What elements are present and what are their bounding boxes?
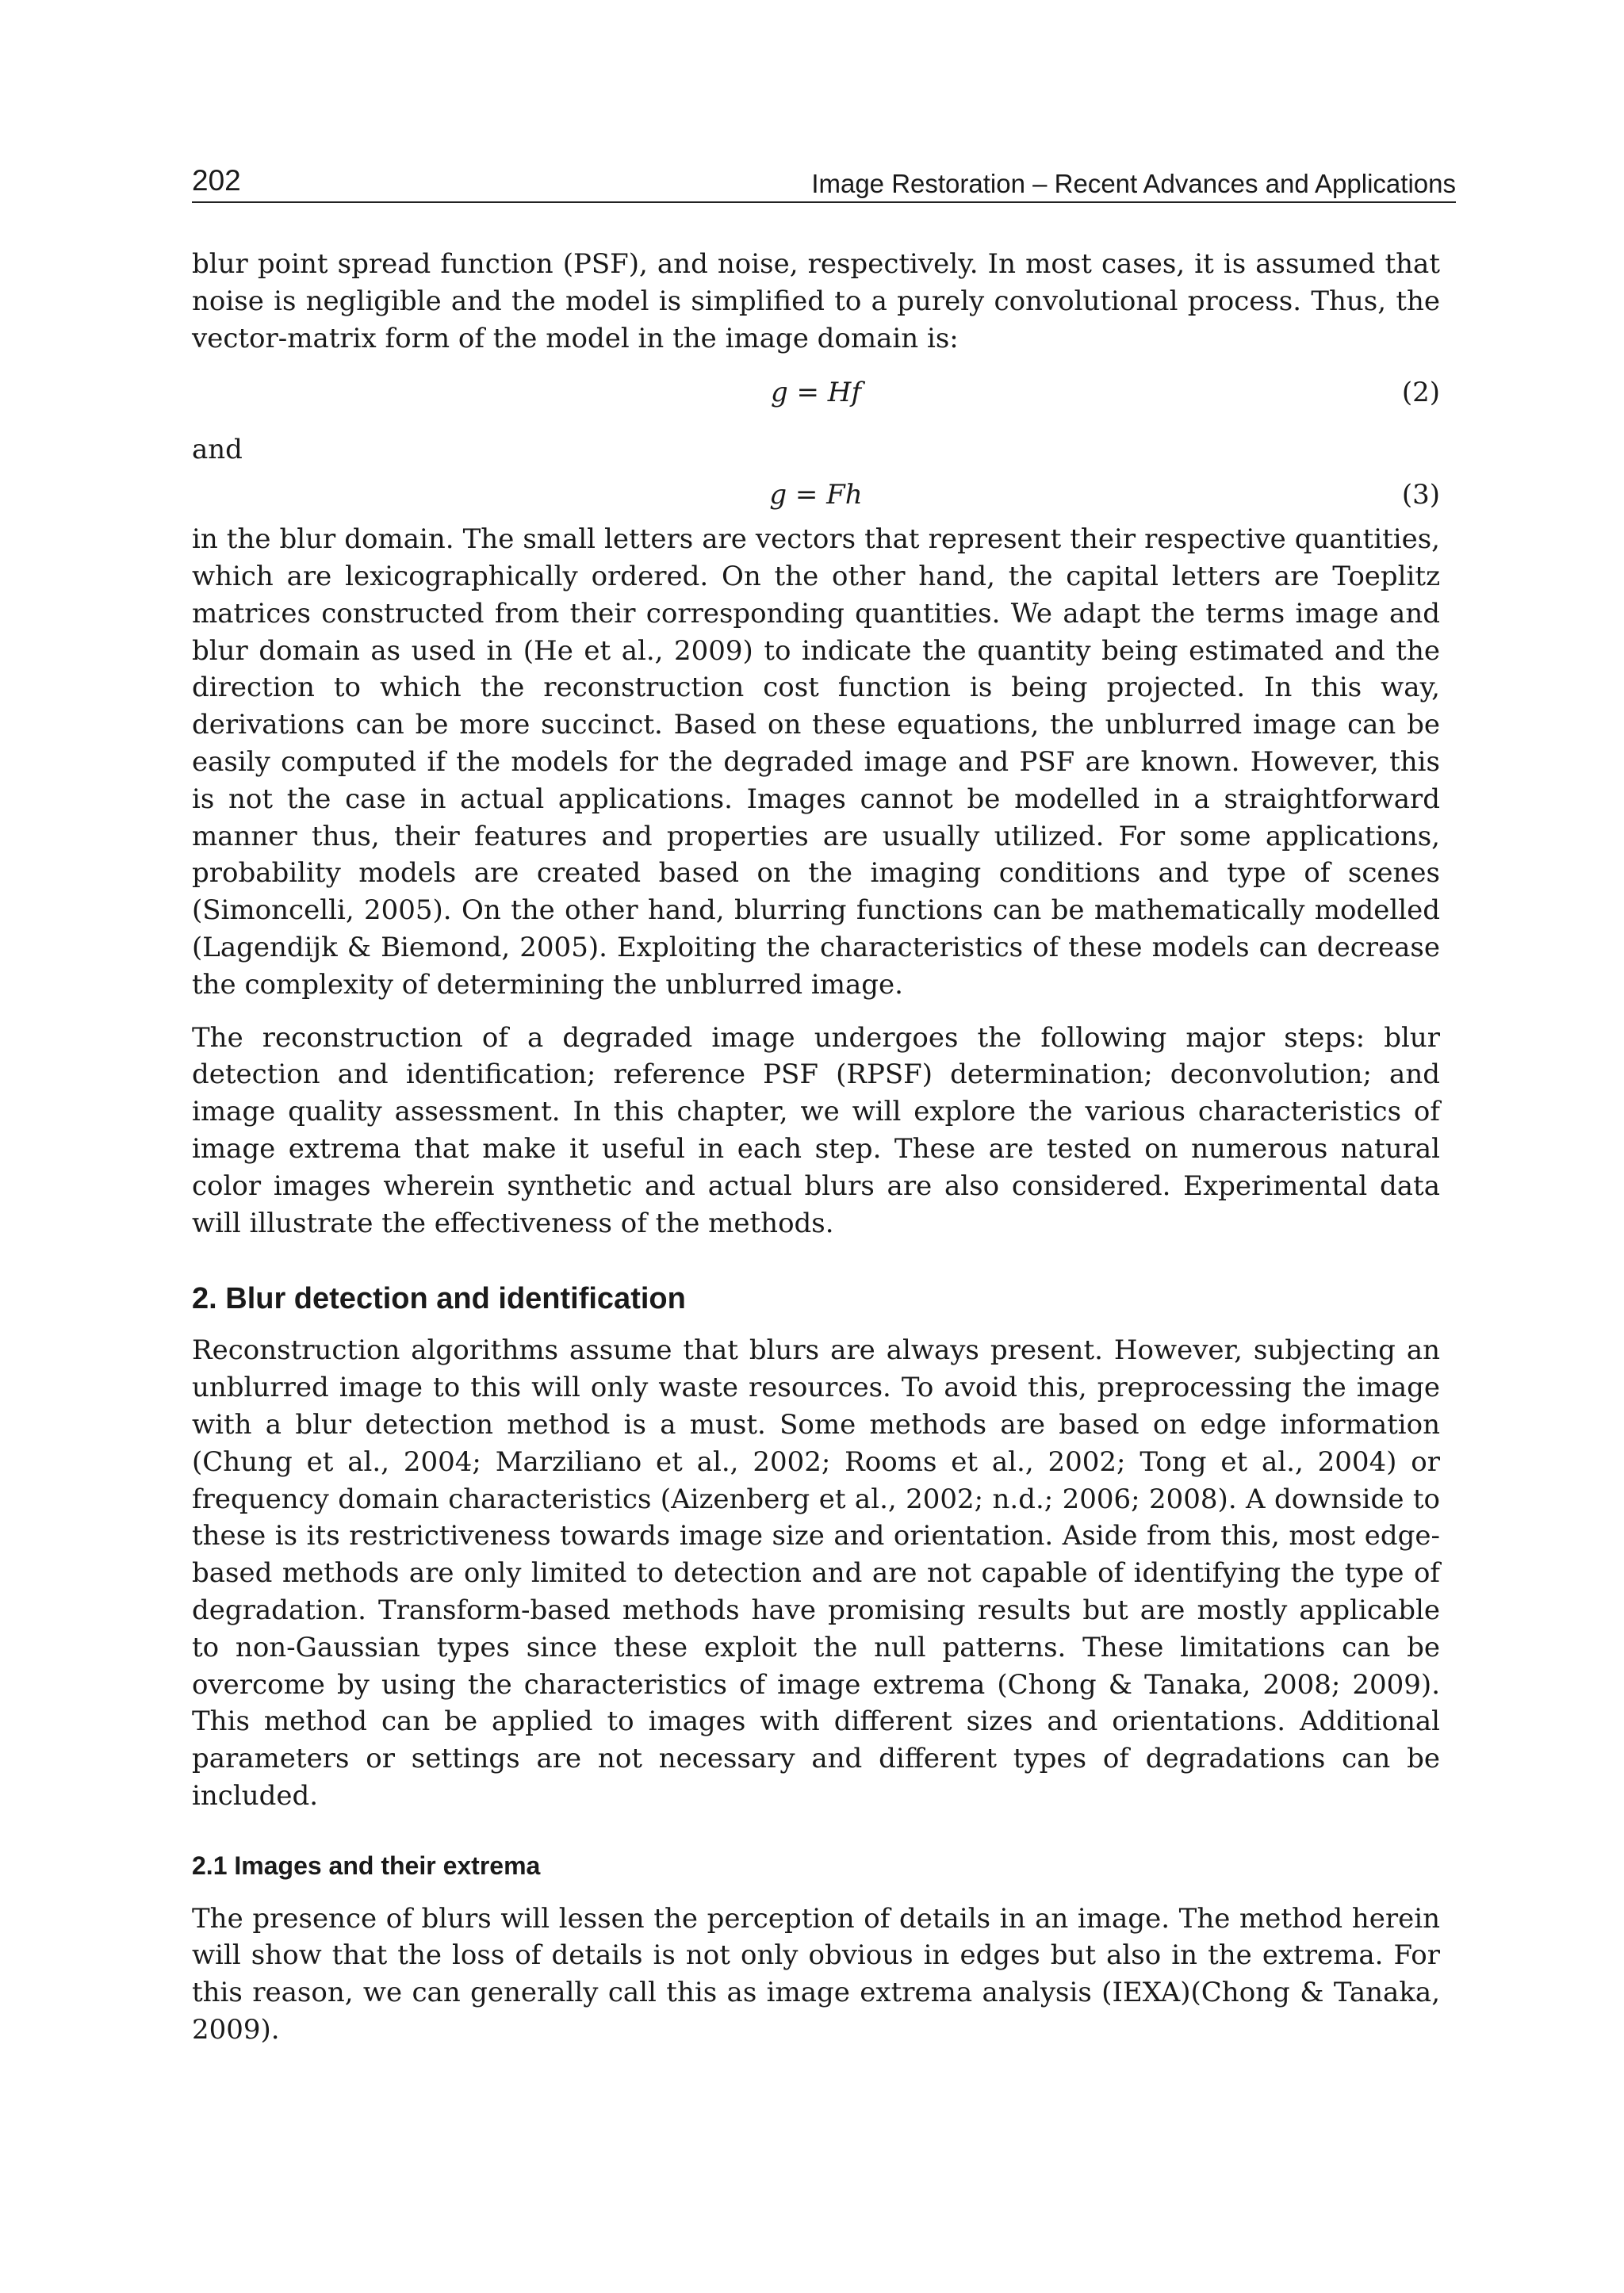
and-connector: and — [192, 434, 243, 466]
equation-2 — [192, 357, 1440, 430]
intro-paragraph: blur point spread function (PSF), and noise, respectively. In most cases, it is assumed that noise is negligible and the model is simplified to a purely convolutional process. Thus, the vector-matrix form of the model in the image domain is: — [192, 248, 1440, 354]
main-text — [192, 246, 1440, 2049]
section-2-heading: 2. Blur detection and identification — [192, 1282, 686, 1316]
blur-domain-paragraph: in the blur domain. The small letters are vectors that represent their respective quantities, which are lexicographically ordered. On the other hand, the capital letters are Toeplitz matrices constructed from their corresponding quantities. We adapt the terms image and blur domain as used in (He et al., 2009) to indicate the quantity being estimated and the direction to which the reconstruction cost function is being projected. In this way, derivations can be more succinct. Based on these equations, the unblurred image can be easily computed if the models for the degraded image and PSF are known. However, this is not the case in actual applications. Images cannot be modelled in a straightforward manner thus, their features and properties are usually utilized. For some applications, probability models are created based on the imaging conditions and type of scenes (Simoncelli, 2005). On the other hand, blurring functions can be mathematically modelled (Lagendijk & Biemond, 2005). Exploiting the characteristics of these models can decrease the complexity of determining the unblurred image. — [192, 523, 1440, 1001]
equation-2-number: (2) — [1401, 377, 1440, 409]
equation-3 — [192, 469, 1440, 521]
equation-3-number: (3) — [1401, 479, 1440, 511]
equation-2-expression: g = Hf — [770, 377, 862, 409]
page-header — [192, 162, 1456, 203]
page-number: 202 — [192, 164, 241, 197]
running-title: Image Restoration – Recent Advances and Applications — [811, 169, 1456, 198]
section-2-1-heading: 2.1 Images and their extrema — [192, 1851, 541, 1880]
reconstruction-paragraph: The reconstruction of a degraded image undergoes the following major steps: blur detection and identification; reference PSF (RPSF) determination; deconvolution; and image quality assessment. In this chapter, we will explore the various characteristics of image extrema that make it useful in each step. These are tested on numerous natural color images wherein synthetic and actual blurs are also considered. Experimental data will illustrate the effectiveness of the methods. — [192, 1021, 1440, 1239]
section-2-1-paragraph: The presence of blurs will lessen the perception of details in an image. The method herein will show that the loss of details is not only obvious in edges but also in the extrema. For this reason, we can generally call this as image extrema analysis (IEXA)(Chong & Tanaka, 2009). — [192, 1902, 1440, 2046]
equation-3-expression: g = Fh — [769, 479, 863, 511]
section-2-paragraph: Reconstruction algorithms assume that blurs are always present. However, subjecting an unblurred image to this will only waste resources. To avoid this, preprocessing the image with a blur detection method is a must. Some methods are based on edge information (Chung et al., 2004; Marziliano et al., 2002; Rooms et al., 2002; Tong et al., 2004) or frequency domain characteristics (Aizenberg et al., 2002; n.d.; 2006; 2008). A downside to these is its restrictiveness towards image size and orientation. Aside from this, most edge-based methods are only limited to detection and are not capable of identifying the type of degradation. Transform-based methods have promising results but are mostly applicable to non-Gaussian types since these exploit the null patterns. These limitations can be overcome by using the characteristics of image extrema (Chong & Tanaka, 2008; 2009). This method can be applied to images with different sizes and orientations. Additional parameters or settings are not necessary and different types of degradations can be included. — [192, 1334, 1440, 1812]
